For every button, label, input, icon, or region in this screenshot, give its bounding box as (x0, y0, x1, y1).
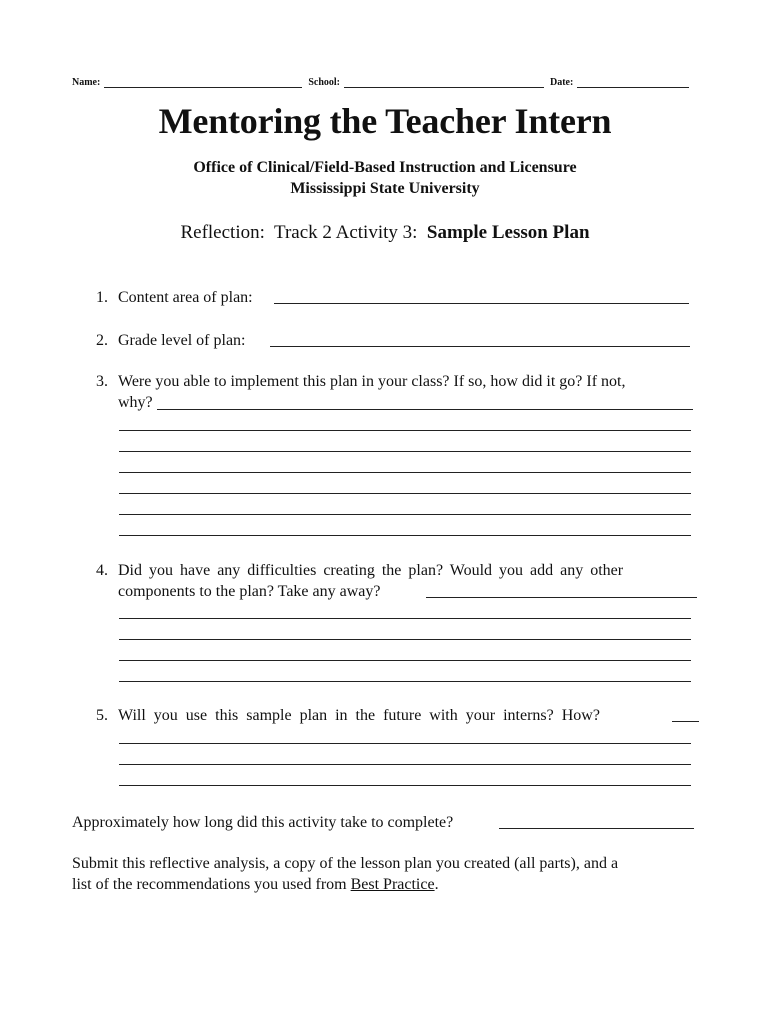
answer-line[interactable] (119, 493, 691, 494)
answer-line[interactable] (119, 514, 691, 515)
question-4-continued: components to the plan? Take any away? (118, 583, 381, 600)
submit-instructions-line-2 (72, 874, 698, 895)
best-practice-link[interactable]: Best Practice (350, 876, 435, 893)
school-field[interactable] (344, 77, 544, 88)
header-fields (72, 74, 698, 88)
university-subtitle: Mississippi State University (290, 180, 480, 197)
page-title: Mentoring the Teacher Intern (158, 101, 612, 141)
content-area-answer-line[interactable] (274, 303, 689, 304)
question-number: 1. (96, 289, 108, 306)
question-3 (96, 373, 626, 391)
date-label: Date: (550, 77, 574, 88)
question-number: 3. (96, 373, 108, 390)
time-question: Approximately how long did this activity take to complete? (72, 814, 454, 831)
question-number: 4. (96, 562, 108, 579)
answer-line[interactable] (119, 451, 691, 452)
answer-line[interactable] (119, 743, 691, 744)
office-subtitle: Office of Clinical/Field-Based Instruction and Licensure (193, 159, 577, 176)
submit-text: list of the recommendations you used from (72, 876, 351, 893)
question-number: 5. (96, 707, 108, 724)
answer-line[interactable] (672, 721, 699, 722)
question-5 (96, 707, 600, 725)
answer-line[interactable] (119, 660, 691, 661)
reflection-prefix: Reflection: Track 2 Activity 3: (180, 222, 427, 243)
question-1 (96, 289, 253, 307)
answer-line[interactable] (426, 597, 697, 598)
question-text: Grade level of plan: (118, 332, 246, 349)
answer-line[interactable] (119, 535, 691, 536)
school-label: School: (308, 77, 340, 88)
question-text: Content area of plan: (118, 289, 253, 306)
answer-line[interactable] (119, 639, 691, 640)
answer-line[interactable] (119, 472, 691, 473)
submit-period: . (434, 876, 439, 893)
question-2 (96, 332, 246, 350)
answer-line[interactable] (157, 409, 693, 410)
name-label: Name: (72, 77, 101, 88)
question-text: Were you able to implement this plan in your class? If so, how did it go? If not, (118, 373, 626, 390)
question-text: Did you have any difficulties creating the plan? Would you add any other (118, 562, 624, 579)
grade-level-answer-line[interactable] (270, 346, 690, 347)
answer-line[interactable] (119, 681, 691, 682)
time-answer-line[interactable] (499, 828, 694, 829)
submit-instructions-line-1: Submit this reflective analysis, a copy of the lesson plan you created (all parts), and a (72, 855, 619, 872)
question-4 (96, 562, 698, 580)
question-3-continued: why? (118, 394, 153, 411)
answer-line[interactable] (119, 764, 691, 765)
answer-line[interactable] (119, 618, 691, 619)
name-field[interactable] (104, 77, 302, 88)
reflection-activity-title: Sample Lesson Plan (426, 222, 590, 243)
date-field[interactable] (577, 77, 689, 88)
answer-line[interactable] (119, 430, 691, 431)
question-text: Will you use this sample plan in the future with your interns? How? (118, 707, 600, 724)
reflection-heading (0, 222, 770, 244)
question-number: 2. (96, 332, 108, 349)
answer-line[interactable] (119, 785, 691, 786)
